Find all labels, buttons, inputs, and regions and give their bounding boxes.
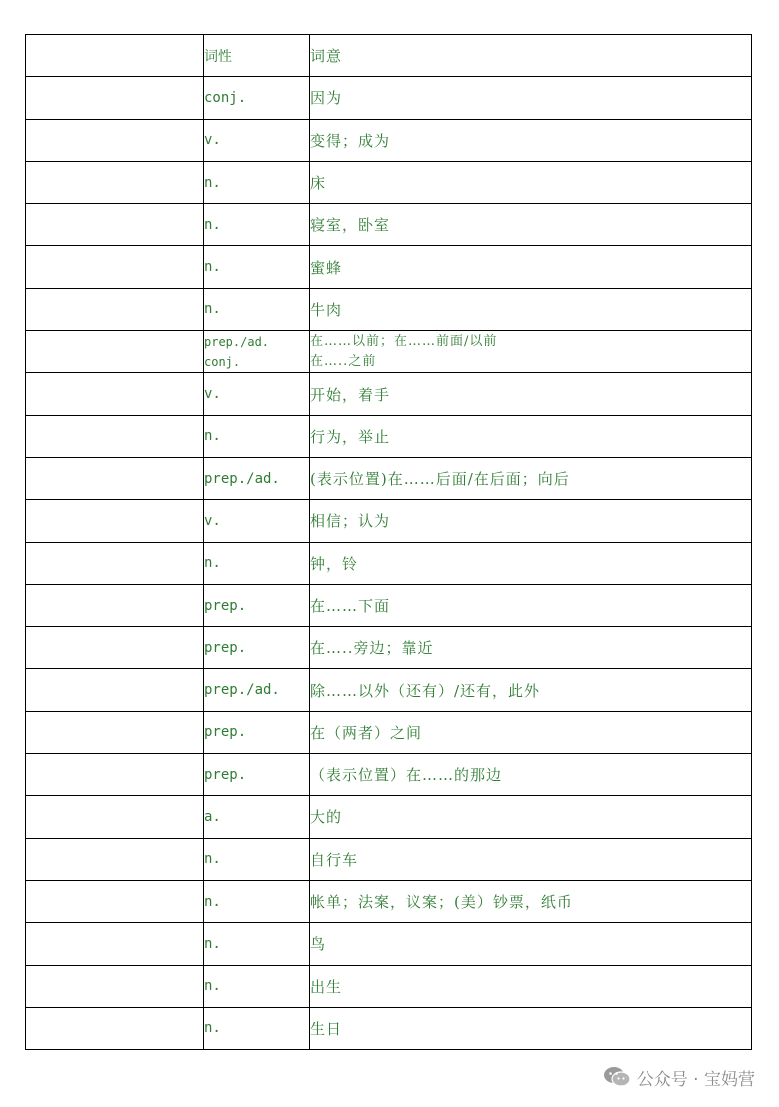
meaning-line: 蜜蜂: [310, 258, 343, 277]
table-row: [26, 1007, 752, 1049]
word-cell: [26, 246, 204, 288]
pos-line: prep.: [204, 597, 247, 614]
table-row: [26, 77, 752, 119]
meaning-cell: [310, 796, 752, 838]
pos-cell: [204, 838, 310, 880]
pos-line: n.: [204, 301, 221, 318]
table-row: [26, 838, 752, 880]
pos-cell: [204, 965, 310, 1007]
pos-line: a.: [204, 808, 221, 825]
header-meaning-cell: 词意: [310, 35, 752, 77]
table-row: [26, 965, 752, 1007]
pos-cell: [204, 796, 310, 838]
table-row: [26, 627, 752, 669]
pos-cell: [204, 119, 310, 161]
meaning-line: 床: [310, 174, 327, 193]
meaning-cell: [310, 880, 752, 922]
header-word-cell: [26, 35, 204, 77]
word-cell: [26, 373, 204, 415]
meaning-line: 帐单；法案，议案；(美）钞票，纸币: [310, 893, 573, 912]
pos-line: conj.: [204, 354, 241, 369]
meaning-line: 在……以前；在……前面/以前: [310, 333, 498, 349]
word-cell: [26, 838, 204, 880]
pos-cell: [204, 77, 310, 119]
pos-cell: [204, 711, 310, 753]
meaning-cell: [310, 627, 752, 669]
table-row: [26, 584, 752, 626]
vocabulary-table-body: [26, 35, 752, 1050]
pos-line: n.: [204, 935, 221, 952]
pos-cell: [204, 457, 310, 499]
meaning-cell: [310, 1007, 752, 1049]
pos-line: conj.: [204, 89, 247, 106]
watermark-text: 公众号 · 宝妈营: [636, 1069, 755, 1090]
meaning-line: 鸟: [310, 935, 327, 954]
pos-cell: [204, 204, 310, 246]
pos-cell: [204, 584, 310, 626]
table-row: [26, 204, 752, 246]
pos-line: n.: [204, 978, 221, 995]
meaning-cell: [310, 542, 752, 584]
pos-line: n.: [204, 174, 221, 191]
meaning-line: 出生: [310, 977, 343, 996]
table-row: [26, 161, 752, 203]
meaning-line: 在…..旁边；靠近: [310, 639, 434, 658]
table-row: [26, 796, 752, 838]
meaning-line: 开始，着手: [310, 385, 391, 404]
pos-cell: [204, 161, 310, 203]
word-cell: [26, 711, 204, 753]
table-row: [26, 711, 752, 753]
word-cell: [26, 331, 204, 373]
pos-line: n.: [204, 259, 221, 276]
table-row: [26, 331, 752, 373]
meaning-cell: [310, 965, 752, 1007]
word-cell: [26, 77, 204, 119]
table-row: [26, 415, 752, 457]
pos-cell: [204, 373, 310, 415]
word-cell: [26, 457, 204, 499]
word-cell: [26, 415, 204, 457]
table-row: [26, 373, 752, 415]
pos-cell: [204, 880, 310, 922]
word-cell: [26, 584, 204, 626]
pos-line: prep.: [204, 639, 247, 656]
meaning-line: 牛肉: [310, 300, 343, 319]
meaning-cell: [310, 288, 752, 330]
pos-cell: [204, 669, 310, 711]
meaning-cell: [310, 584, 752, 626]
meaning-line: 自行车: [310, 850, 359, 869]
pos-cell: [204, 1007, 310, 1049]
meaning-cell: [310, 500, 752, 542]
pos-line: n.: [204, 851, 221, 868]
meaning-cell: [310, 373, 752, 415]
pos-cell: [204, 500, 310, 542]
table-row: [26, 457, 752, 499]
pos-line: prep.: [204, 724, 247, 741]
word-cell: [26, 204, 204, 246]
meaning-cell: [310, 711, 752, 753]
pos-line: prep./ad.: [204, 334, 270, 349]
meaning-line: 行为，举止: [310, 427, 391, 446]
table-row: [26, 880, 752, 922]
word-cell: [26, 161, 204, 203]
pos-line: prep./ad.: [204, 682, 280, 699]
table-row: [26, 754, 752, 796]
pos-line: n.: [204, 1020, 221, 1037]
meaning-line: (表示位置)在……后面/在后面；向后: [310, 470, 570, 489]
header-pos-cell: 词性: [204, 35, 310, 77]
wechat-icon: [603, 1066, 631, 1088]
meaning-cell: [310, 246, 752, 288]
meaning-line: 除……以外（还有）/还有，此外: [310, 681, 541, 700]
meaning-cell: [310, 119, 752, 161]
pos-cell: [204, 542, 310, 584]
meaning-line: 大的: [310, 808, 343, 827]
meaning-cell: [310, 161, 752, 203]
pos-line: prep./ad.: [204, 470, 280, 487]
word-cell: [26, 880, 204, 922]
word-cell: [26, 1007, 204, 1049]
meaning-line: 变得；成为: [310, 131, 391, 150]
table-row: [26, 288, 752, 330]
vocabulary-table: [25, 34, 752, 1050]
pos-line: n.: [204, 893, 221, 910]
meaning-line: 因为: [310, 89, 343, 108]
pos-line: v.: [204, 386, 221, 403]
word-cell: [26, 754, 204, 796]
table-row: [26, 500, 752, 542]
pos-cell: [204, 415, 310, 457]
meaning-line: 生日: [310, 1019, 343, 1038]
pos-cell: [204, 923, 310, 965]
meaning-cell: [310, 669, 752, 711]
pos-cell: [204, 754, 310, 796]
table-row: [26, 669, 752, 711]
word-cell: [26, 627, 204, 669]
table-row: [26, 246, 752, 288]
word-cell: [26, 500, 204, 542]
meaning-cell: [310, 923, 752, 965]
word-cell: [26, 119, 204, 161]
word-cell: [26, 796, 204, 838]
meaning-line: 在…..之前: [310, 353, 377, 369]
table-row: [26, 923, 752, 965]
pos-line: v.: [204, 132, 221, 149]
table-header-row: [26, 35, 752, 77]
meaning-line: （表示位置）在……的那边: [310, 766, 503, 785]
meaning-cell: [310, 415, 752, 457]
word-cell: [26, 923, 204, 965]
watermark: [603, 1064, 755, 1090]
meaning-cell: [310, 204, 752, 246]
table-row: [26, 119, 752, 161]
meaning-line: 钟，铃: [310, 554, 359, 573]
meaning-line: 在……下面: [310, 597, 391, 615]
meaning-cell: [310, 838, 752, 880]
meaning-line: 在（两者）之间: [310, 723, 423, 742]
meaning-line: 相信；认为: [310, 512, 391, 531]
meaning-cell: [310, 331, 752, 373]
pos-line: n.: [204, 216, 221, 233]
pos-cell: [204, 627, 310, 669]
meaning-cell: [310, 457, 752, 499]
pos-line: v.: [204, 512, 221, 529]
pos-cell: [204, 331, 310, 373]
pos-line: n.: [204, 428, 221, 445]
pos-cell: [204, 288, 310, 330]
pos-cell: [204, 246, 310, 288]
word-cell: [26, 965, 204, 1007]
meaning-cell: [310, 754, 752, 796]
word-cell: [26, 288, 204, 330]
meaning-cell: [310, 77, 752, 119]
pos-line: n.: [204, 555, 221, 572]
word-cell: [26, 542, 204, 584]
meaning-line: 寝室，卧室: [310, 216, 391, 235]
word-cell: [26, 669, 204, 711]
pos-line: prep.: [204, 766, 247, 783]
table-row: [26, 542, 752, 584]
